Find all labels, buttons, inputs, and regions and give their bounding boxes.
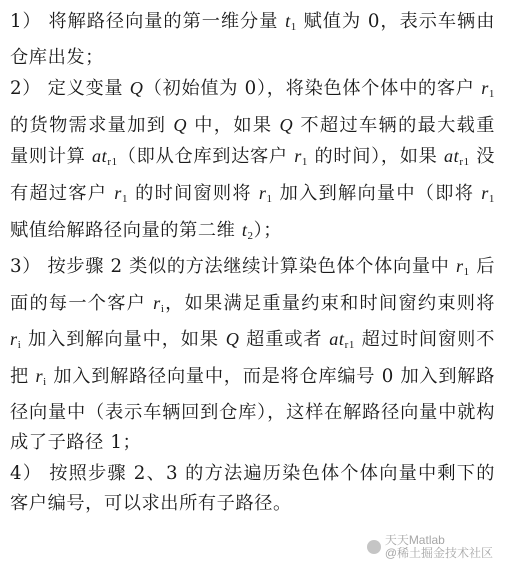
math-base: r (114, 182, 122, 203)
math-subscript: 1 (266, 192, 273, 205)
text-run: 加入到解路径向量中，而是将仓库编号 0 加入到解路径向量中（表示车辆回到仓库），这样在解路径向量中就构成了子路径 1； (10, 365, 495, 454)
math-base: r (481, 78, 489, 99)
math-variable (130, 78, 144, 98)
math-base: r (455, 256, 464, 277)
math-base: Q (173, 114, 188, 135)
math-subscript: i (43, 375, 47, 388)
math-variable (114, 183, 128, 203)
paragraph-step-1 (10, 6, 495, 73)
paragraph-step-3 (10, 251, 495, 459)
math-base: t (241, 219, 248, 240)
math-subscript: i (17, 339, 22, 352)
watermark-text (385, 534, 493, 560)
math-base: Q (225, 329, 240, 350)
math-variable (226, 329, 240, 349)
text-run: 2） 定义变量 (10, 78, 130, 100)
text-run: （初始值为 0），将染色体个体中的客户 (143, 78, 482, 100)
math-base: Q (129, 78, 144, 99)
watermark-line-1: 天天Matlab (384, 533, 445, 547)
math-subscript: 1 (488, 192, 495, 205)
math-variable (294, 146, 308, 169)
text-run: 超重或者 (239, 329, 330, 351)
text-run: 3） 按步骤 2 类似的方法继续计算染色体个体向量中 (10, 256, 456, 278)
math-base: r (294, 146, 302, 167)
text-run: ，如果满足重量约束和时间窗约束则将 (164, 292, 495, 314)
text-run: （即从仓库到达客户 (117, 146, 295, 168)
math-subscript: 1 (488, 88, 495, 101)
text-run: 不超过车辆的最大载重量则计算 (10, 114, 495, 168)
math-variable (481, 78, 495, 101)
text-run: 赋值给解路径向量的第二维 (10, 219, 242, 241)
math-subscript: r1 (107, 156, 118, 169)
math-variable (455, 256, 470, 279)
math-variable (259, 183, 273, 203)
math-variable (242, 220, 254, 240)
math-base: r (35, 365, 44, 386)
math-base: r (10, 329, 18, 350)
math-variable (481, 183, 495, 203)
text-run: 后面的每一个客户 (10, 256, 496, 314)
paragraph-step-4 (10, 459, 495, 520)
math-subscript: 1 (290, 21, 297, 33)
watermark-logo-icon (367, 540, 381, 554)
text-run: 4） 按照步骤 2、3 的方法遍历染色体个体向量中剩下的客户编号，可以求出所有子路径。 (10, 462, 495, 515)
watermark (367, 534, 493, 560)
math-subscript: 1 (463, 266, 470, 279)
text-run: 超过时间窗则不把 (10, 329, 495, 387)
text-run: 加入到解向量中，如果 (21, 329, 226, 351)
math-base: r (153, 292, 161, 313)
math-base: t (285, 11, 291, 31)
math-base: Q (279, 114, 294, 135)
math-variable (91, 146, 118, 169)
watermark-line-2: @稀土掘金技术社区 (384, 546, 493, 560)
math-variable (280, 115, 294, 135)
text-run: 的时间窗则将 (128, 182, 259, 204)
math-subscript: r1 (459, 156, 470, 169)
math-variable (153, 293, 164, 313)
math-subscript: 1 (121, 192, 129, 205)
text-run: 赋值为 0，表示车辆由仓库出发； (10, 11, 495, 68)
text-run: 1） 将解路径向量的第一维分量 (10, 11, 286, 32)
math-variable (173, 115, 187, 135)
text-run: 加入到解向量中（即将 (272, 182, 482, 204)
text-run: 中，如果 (187, 114, 280, 136)
text-run: 的时间），如果 (307, 146, 444, 168)
text-run: 没有超过客户 (10, 146, 495, 204)
math-variable (443, 146, 470, 169)
math-base: at (443, 146, 460, 167)
math-base: at (329, 329, 345, 350)
math-base: r (258, 182, 267, 203)
math-base: r (481, 182, 489, 203)
math-base: at (91, 146, 108, 167)
math-variable (285, 11, 297, 31)
math-subscript: 2 (247, 229, 254, 242)
paragraph-step-2 (10, 73, 495, 251)
text-run: ）； (253, 219, 283, 241)
math-variable (329, 329, 355, 352)
math-subscript: 1 (301, 156, 308, 169)
math-subscript: i (160, 302, 165, 315)
text-run: 的货物需求量加到 (10, 114, 174, 136)
math-variable (10, 329, 22, 352)
math-variable (35, 366, 46, 386)
math-subscript: r1 (344, 339, 355, 352)
